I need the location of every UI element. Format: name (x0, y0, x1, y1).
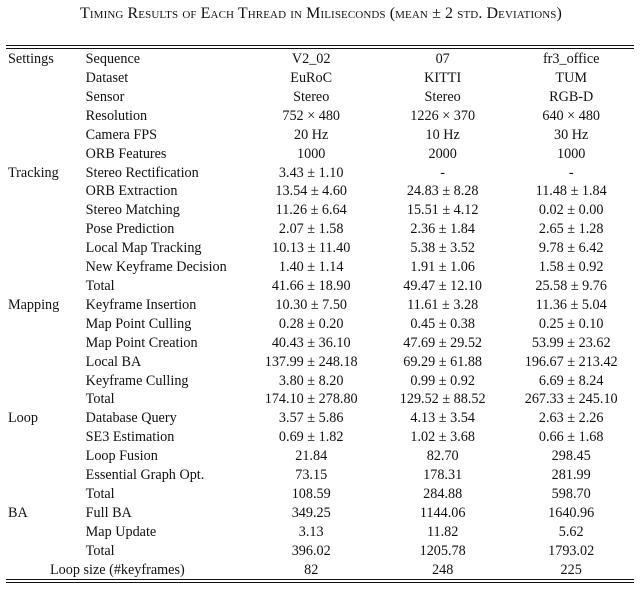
value-cell: 0.99 ± 0.92 (410, 372, 475, 389)
header-row (6, 49, 634, 69)
table-row (6, 107, 634, 126)
table-row (6, 258, 634, 277)
table-row (6, 485, 634, 504)
table-row (6, 523, 634, 542)
metric-cell: ORB Features (85, 145, 167, 162)
metric-cell: Keyframe Culling (85, 372, 189, 389)
value-cell: 5.62 (558, 523, 584, 540)
value-cell: 11.48 ± 1.84 (535, 183, 607, 200)
metric-cell: Dataset (85, 70, 129, 86)
footer-row (6, 561, 634, 580)
value-cell: 1226 × 370 (410, 107, 476, 124)
metric-cell: Map Point Creation (85, 334, 198, 351)
metric-cell: Total (85, 485, 115, 502)
value-cell: 0.28 ± 0.20 (278, 315, 344, 332)
section-cell (6, 126, 86, 145)
value-cell: 196.67 ± 213.42 (524, 353, 618, 370)
value-cell: 1.40 ± 1.14 (278, 259, 344, 276)
section-cell (6, 69, 86, 88)
value-cell: 2.65 ± 1.28 (538, 221, 604, 238)
section-cell (6, 390, 86, 409)
value-cell: EuRoC (290, 70, 333, 86)
value-cell: 0.02 ± 0.00 (538, 202, 604, 219)
section-cell: Settings (8, 51, 54, 67)
value-cell: - (568, 164, 574, 181)
value-cell: 0.66 ± 1.68 (538, 429, 604, 446)
section-cell: BA (8, 504, 28, 521)
metric-cell: Sequence (85, 51, 141, 67)
metric-cell: SE3 Estimation (85, 429, 175, 446)
metric-cell: Local Map Tracking (85, 240, 202, 257)
value-cell: 1793.02 (548, 542, 595, 559)
metric-cell: Resolution (85, 107, 148, 124)
value-cell: 11.82 (426, 523, 459, 540)
section-cell (6, 145, 86, 164)
metric-cell: Map Update (85, 523, 157, 540)
table-row (6, 390, 634, 409)
section-cell (6, 523, 86, 542)
value-cell: 598.70 (551, 485, 591, 502)
value-cell: 3.43 ± 1.10 (278, 164, 344, 181)
value-cell: 298.45 (551, 448, 591, 465)
value-cell: 82 (304, 561, 319, 578)
section-cell (6, 239, 86, 258)
value-cell: 11.61 ± 3.28 (407, 296, 479, 313)
value-cell: 21.84 (295, 448, 328, 465)
table-row (6, 504, 634, 523)
bottom-rule (6, 579, 634, 583)
value-cell: 640 × 480 (542, 107, 601, 124)
timing-table (6, 45, 634, 583)
value-cell: 3.57 ± 5.86 (278, 410, 344, 427)
value-cell: 267.33 ± 245.10 (524, 391, 618, 408)
value-cell: 248 (432, 561, 454, 578)
value-cell: 1.58 ± 0.92 (538, 259, 604, 276)
value-cell: 178.31 (423, 467, 463, 484)
section-cell (6, 201, 86, 220)
value-cell: 24.83 ± 8.28 (406, 183, 479, 200)
value-cell: 1.02 ± 3.68 (410, 429, 475, 446)
value-cell: 349.25 (291, 504, 331, 521)
value-cell: 174.10 ± 278.80 (264, 391, 358, 408)
table-row (6, 466, 634, 485)
value-cell: 49.47 ± 12.10 (403, 277, 483, 294)
metric-cell: Database Query (85, 410, 177, 427)
value-cell: 47.69 ± 29.52 (403, 334, 483, 351)
value-cell: 225 (560, 561, 582, 578)
value-cell: 1640.96 (548, 504, 595, 521)
value-cell: KITTI (424, 70, 462, 86)
metric-cell: Full BA (85, 504, 132, 521)
table-row (6, 126, 634, 145)
value-cell: 0.69 ± 1.82 (278, 429, 344, 446)
table-caption: Timing Results of Each Thread in Miliseconds (mean ± 2 std. Deviations) (80, 5, 562, 22)
section-cell (6, 428, 86, 447)
value-cell: 0.25 ± 0.10 (538, 315, 604, 332)
section-cell (6, 182, 86, 201)
metric-cell: Sensor (85, 88, 125, 105)
metric-cell: Stereo Matching (85, 202, 180, 219)
value-cell: 25.58 ± 9.76 (535, 277, 607, 294)
table-row (6, 296, 634, 315)
value-cell: 10.30 ± 7.50 (275, 296, 348, 313)
value-cell: 6.69 ± 8.24 (538, 372, 604, 389)
metric-cell: New Keyframe Decision (85, 259, 227, 276)
table-row (6, 239, 634, 258)
section-cell (6, 447, 86, 466)
table-row (6, 409, 634, 428)
value-cell: 30 Hz (554, 126, 589, 143)
loop-size-label: Loop size (#keyframes) (50, 561, 185, 578)
section-cell (6, 277, 86, 296)
table-row (6, 201, 634, 220)
value-cell: 4.13 ± 3.54 (410, 410, 475, 427)
section-cell: Loop (8, 410, 38, 427)
section-cell (6, 258, 86, 277)
value-cell: 07 (435, 51, 450, 67)
section-cell (6, 485, 86, 504)
value-cell: 2.63 ± 2.26 (538, 410, 604, 427)
table-row (6, 220, 634, 239)
table-row (6, 145, 634, 164)
table-row (6, 353, 634, 372)
value-cell: 2.36 ± 1.84 (410, 221, 475, 238)
value-cell: 108.59 (291, 485, 331, 502)
value-cell: 10 Hz (425, 126, 460, 143)
value-cell: 1205.78 (419, 542, 466, 559)
value-cell: 3.80 ± 8.20 (278, 372, 344, 389)
metric-cell: Total (85, 391, 115, 408)
value-cell: 11.26 ± 6.64 (275, 202, 347, 219)
table-row (6, 372, 634, 391)
table-row (6, 182, 634, 201)
value-cell: 284.88 (423, 485, 463, 502)
value-cell: 281.99 (551, 467, 591, 484)
section-cell (6, 88, 86, 107)
value-cell: 2.07 ± 1.58 (278, 221, 344, 238)
metric-cell: Map Point Culling (85, 315, 192, 332)
value-cell: fr3_office (542, 51, 600, 67)
table-row (6, 428, 634, 447)
value-cell: 20 Hz (294, 126, 329, 143)
table-row (6, 334, 634, 353)
value-cell: 53.99 ± 23.62 (531, 334, 611, 351)
metric-cell: Pose Prediction (85, 221, 175, 238)
metric-cell: Total (85, 542, 115, 559)
section-cell (6, 542, 86, 561)
value-cell: 82.70 (426, 448, 459, 465)
table-row (6, 69, 634, 88)
table-row (6, 88, 634, 107)
value-cell: 73.15 (295, 467, 328, 484)
value-cell: 5.38 ± 3.52 (410, 240, 475, 257)
value-cell: 3.13 (298, 523, 324, 540)
metric-cell: Essential Graph Opt. (85, 467, 205, 484)
value-cell: 11.36 ± 5.04 (535, 296, 607, 313)
section-cell (6, 353, 86, 372)
value-cell: 752 × 480 (282, 107, 341, 124)
table-row (6, 164, 634, 183)
value-cell: 13.54 ± 4.60 (275, 183, 348, 200)
section-cell (6, 334, 86, 353)
section-cell (6, 220, 86, 239)
metric-cell: Total (85, 277, 115, 294)
value-cell: V2_02 (291, 51, 331, 67)
value-cell: 1144.06 (419, 504, 466, 521)
value-cell: 69.29 ± 61.88 (403, 353, 483, 370)
value-cell: Stereo (293, 88, 330, 105)
table-row (6, 447, 634, 466)
metric-cell: Camera FPS (85, 126, 158, 143)
value-cell: Stereo (424, 88, 461, 105)
value-cell: 15.51 ± 4.12 (406, 202, 479, 219)
section-cell (6, 315, 86, 334)
metric-cell: ORB Extraction (85, 183, 178, 200)
value-cell: 396.02 (291, 542, 331, 559)
value-cell: 1000 (297, 145, 326, 162)
value-cell: 1000 (557, 145, 586, 162)
table-row (6, 315, 634, 334)
section-cell: Tracking (8, 164, 59, 181)
value-cell: 10.13 ± 11.40 (272, 240, 351, 257)
value-cell: 129.52 ± 88.52 (399, 391, 486, 408)
value-cell: - (440, 164, 446, 181)
section-cell (6, 466, 86, 485)
value-cell: 2000 (428, 145, 457, 162)
table-row (6, 277, 634, 296)
table-row (6, 542, 634, 561)
metric-cell: Local BA (85, 353, 142, 370)
value-cell: 0.45 ± 0.38 (410, 315, 475, 332)
section-cell (6, 107, 86, 126)
section-cell (6, 372, 86, 391)
value-cell: 9.78 ± 6.42 (538, 240, 604, 257)
value-cell: 137.99 ± 248.18 (264, 353, 358, 370)
value-cell: 41.66 ± 18.90 (271, 277, 351, 294)
metric-cell: Stereo Rectification (85, 164, 199, 181)
value-cell: 1.91 ± 1.06 (410, 259, 475, 276)
value-cell: 40.43 ± 36.10 (271, 334, 351, 351)
value-cell: TUM (555, 70, 587, 86)
section-cell: Mapping (8, 296, 60, 313)
metric-cell: Loop Fusion (85, 448, 158, 465)
table-body (6, 49, 634, 579)
value-cell: RGB-D (549, 88, 594, 105)
metric-cell: Keyframe Insertion (85, 296, 197, 313)
